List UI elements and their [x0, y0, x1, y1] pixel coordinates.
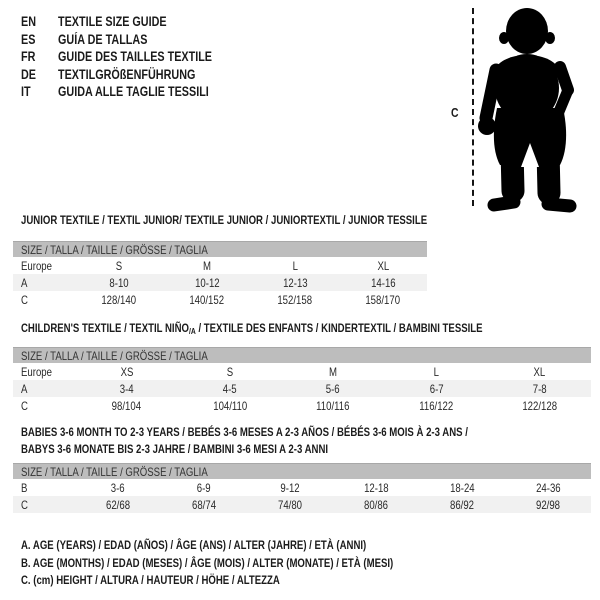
- size-cell: XL: [533, 364, 546, 379]
- row-label: A: [21, 381, 28, 396]
- row-label: C: [21, 292, 28, 307]
- size-header-bar: SIZE / TALLA / TAILLE / GRÖSSE / TAGLIA: [13, 347, 591, 363]
- language-label: GUIDE DES TAILLES TEXTILE: [58, 49, 213, 65]
- table-row-height: [13, 496, 591, 513]
- row-label: C: [21, 398, 28, 413]
- language-row-es: [21, 31, 251, 49]
- size-cell: 116/122: [419, 398, 454, 413]
- language-label: TEXTILGRÖßENFÜHRUNG: [58, 66, 196, 82]
- table-row-europe: [13, 363, 591, 380]
- row-label: B: [21, 480, 28, 495]
- row-label: Europe: [21, 258, 52, 273]
- language-list: [21, 13, 251, 101]
- size-cell: S: [226, 364, 234, 379]
- size-cell: M: [203, 258, 211, 273]
- size-cell: 110/116: [316, 398, 350, 413]
- size-cell: 8-10: [109, 275, 129, 290]
- table-row-height: [13, 291, 427, 308]
- size-cell: 12-18: [363, 480, 389, 495]
- size-cell: 92/98: [535, 497, 561, 512]
- size-cell: 14-16: [370, 275, 396, 290]
- size-cell: 3-4: [119, 381, 134, 396]
- size-cell: L: [292, 258, 298, 273]
- legend-line-c: C. (cm) HEIGHT / ALTURA / HAUTEUR / HÖHE / ALTEZZA: [21, 573, 280, 587]
- size-cell: 10-12: [194, 275, 220, 290]
- size-cell: L: [433, 364, 439, 379]
- language-label: GUÍA DE TALLAS: [58, 31, 148, 47]
- size-header-bar: SIZE / TALLA / TAILLE / GRÖSSE / TAGLIA: [13, 463, 591, 479]
- language-code: ES: [21, 31, 36, 47]
- size-cell: M: [329, 364, 337, 379]
- legend-line-a: A. AGE (YEARS) / EDAD (AÑOS) / ÂGE (ANS) / ALTER (JAHRE) / ETÀ (ANNI): [21, 538, 367, 552]
- size-cell: S: [115, 258, 123, 273]
- language-code: IT: [21, 84, 31, 100]
- language-code: EN: [21, 14, 37, 30]
- size-cell: 18-24: [449, 480, 475, 495]
- size-cell: 6-9: [197, 480, 211, 495]
- size-header-bar: SIZE / TALLA / TAILLE / GRÖSSE / TAGLIA: [13, 241, 427, 257]
- legend: [21, 537, 486, 590]
- table-row-months: [13, 479, 591, 496]
- table-row-age: [13, 380, 591, 397]
- language-row-fr: [21, 48, 251, 66]
- height-marker-label: C: [451, 105, 459, 120]
- table-title-children: CHILDREN'S TEXTILE / TEXTIL $NIÑO_{/A}$ / TEXTILE DES ENFANTS / KINDERTEXTIL / BAMBINI TESSILE: [21, 321, 483, 336]
- language-row-en: [21, 13, 251, 31]
- table-row-age: [13, 274, 427, 291]
- row-label: C: [21, 497, 28, 512]
- table-title-junior: JUNIOR TEXTILE / TEXTIL JUNIOR/ TEXTILE JUNIOR / JUNIORTEXTIL / JUNIOR TESSILE: [21, 213, 428, 227]
- size-table-children: [13, 347, 591, 414]
- toddler-silhouette-icon: [470, 0, 600, 215]
- size-cell: 3-6: [111, 480, 125, 495]
- table-row-europe: [13, 257, 427, 274]
- size-cell: 68/74: [191, 497, 217, 512]
- size-cell: 86/92: [449, 497, 475, 512]
- size-cell: XS: [120, 364, 134, 379]
- row-label: A: [21, 275, 28, 290]
- row-label: Europe: [21, 364, 52, 379]
- legend-line-b: B. AGE (MONTHS) / EDAD (MESES) / ÂGE (MOIS) / ALTER (MONATE) / ETÀ (MESI): [21, 555, 394, 570]
- language-label: GUIDA ALLE TAGLIE TESSILI: [58, 84, 209, 100]
- size-cell: 24-36: [535, 480, 561, 495]
- size-cell: 12-13: [282, 275, 308, 290]
- size-cell: 74/80: [277, 497, 303, 512]
- size-cell: 104/110: [212, 398, 247, 413]
- size-table-junior: [13, 241, 427, 308]
- size-cell: 6-7: [429, 381, 444, 396]
- language-code: DE: [21, 66, 37, 82]
- size-table-babies: [13, 463, 591, 513]
- table-row-height: [13, 397, 591, 414]
- size-cell: 98/104: [111, 398, 142, 413]
- size-cell: 9-12: [280, 480, 300, 495]
- size-cell: 4-5: [222, 381, 237, 396]
- size-cell: XL: [377, 258, 389, 273]
- size-cell: 62/68: [105, 497, 131, 512]
- language-label: TEXTILE SIZE GUIDE: [58, 14, 167, 30]
- table-title-babies: BABIES 3-6 MONTH TO 2-3 YEARS / BEBÉS 3-6 MESES A 2-3 AÑOS / BÉBÉS 3-6 MOIS À 2-3 ANS / BABYS 3-6 MONATE BIS 2-3 JAHRE / BAMBINI 3-6 MESI A 2-3 ANNI: [21, 425, 468, 456]
- size-cell: 128/140: [101, 292, 137, 307]
- size-cell: 122/128: [522, 398, 557, 413]
- language-row-it: [21, 83, 251, 101]
- size-cell: 158/170: [365, 292, 401, 307]
- size-cell: 152/158: [277, 292, 313, 307]
- size-cell: 80/86: [363, 497, 389, 512]
- size-cell: 7-8: [532, 381, 547, 396]
- language-code: FR: [21, 49, 36, 65]
- size-cell: 140/152: [189, 292, 225, 307]
- size-cell: 5-6: [326, 381, 340, 396]
- language-row-de: [21, 66, 251, 84]
